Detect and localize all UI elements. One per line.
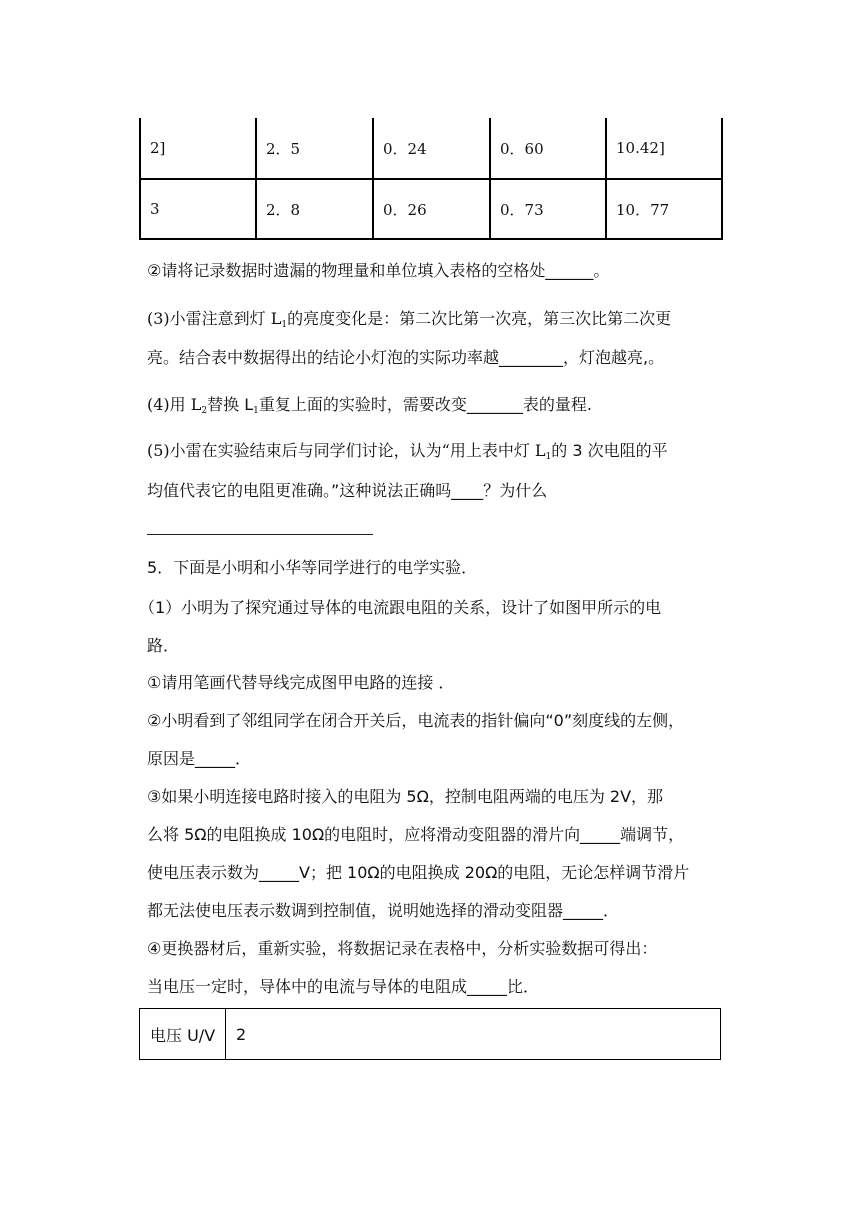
problem-5-line: ③如果小明连接电路时接入的电阻为 5Ω，控制电阻两端的电压为 2V，那 [147,787,664,806]
voltage-value-cell: 2 [226,1009,721,1060]
data-table [139,118,723,240]
table-cell: 10.42] [606,118,722,179]
subscript: 1 [253,406,259,416]
table-cell: 2．5 [256,118,373,179]
table-cell: 3 [140,179,256,239]
table-cell: 0．24 [373,118,490,179]
problem-5-line: 都无法使电压表示数调到控制值，说明她选择的滑动变阻器_____． [147,901,620,920]
question-4-b: 替换 L [207,395,254,414]
question-5-b: 的 3 次电阻的平 [551,441,668,460]
question-5-line1 [147,438,668,462]
question-4-c: 重复上面的实验时，需要改变_______表的量程. [258,395,592,414]
problem-5-line: ④更换器材后，重新实验，将数据记录在表格中，分析实验数据可得出： [147,939,658,958]
question-4 [147,392,592,416]
table-cell: 0．60 [490,118,606,179]
question-5-line2: 均值代表它的电阻更准确。”这种说法正确吗____？为什么 [147,481,548,500]
table-row [140,118,722,179]
question-3-rest: 的亮度变化是：第二次比第一次亮，第三次比第二次更 [287,309,672,328]
problem-5-line: ①请用笔画代替导线完成图甲电路的连接 ． [147,673,455,692]
table-cell: 10．77 [606,179,722,239]
problem-5-line: 当电压一定时，导体中的电流与导体的电阻成_____比． [147,977,540,996]
question-5-a: (5)小雷在实验结束后与同学们讨论，认为“用上表中灯 L [147,441,546,460]
problem-5-line: 原因是_____． [147,749,252,768]
question-3-line1 [147,306,671,330]
table-row [140,1009,721,1060]
problem-5-line: （1）小明为了探究通过导体的电流跟电阻的关系，设计了如图甲所示的电 [139,598,662,617]
question-4-a: (4)用 L [147,395,202,414]
question-2: ②请将记录数据时遗漏的物理量和单位填入表格的空格处______。 [147,261,610,280]
question-3-line2: 亮。结合表中数据得出的结论小灯泡的实际功率越________，灯泡越亮,。 [147,348,665,367]
problem-5-title: 5．下面是小明和小华等同学进行的电学实验． [147,558,478,577]
question-3-prefix: (3)小雷注意到灯 L [147,309,282,328]
subscript: 2 [201,406,208,416]
subscript: 1 [281,320,288,330]
table-row [140,179,722,239]
problem-5-line: 路． [147,636,180,655]
table-cell: 2．8 [256,179,373,239]
problem-5-line: ②小明看到了邻组同学在闭合开关后，电流表的指针偏向“0”刻度线的左侧， [147,711,685,730]
voltage-table [139,1008,721,1060]
answer-blank-line [147,534,373,535]
problem-5-line: 么将 5Ω的电阻换成 10Ω的电阻时，应将滑动变阻器的滑片向_____端调节， [147,825,685,844]
voltage-label-cell: 电压 U/V [140,1009,226,1060]
table-cell: 2] [140,118,256,179]
table-cell: 0．73 [490,179,606,239]
problem-5-line: 使电压表示数为_____V；把 10Ω的电阻换成 20Ω的电阻，无论怎样调节滑片 [147,863,690,882]
subscript: 1 [545,452,552,462]
table-cell: 0．26 [373,179,490,239]
